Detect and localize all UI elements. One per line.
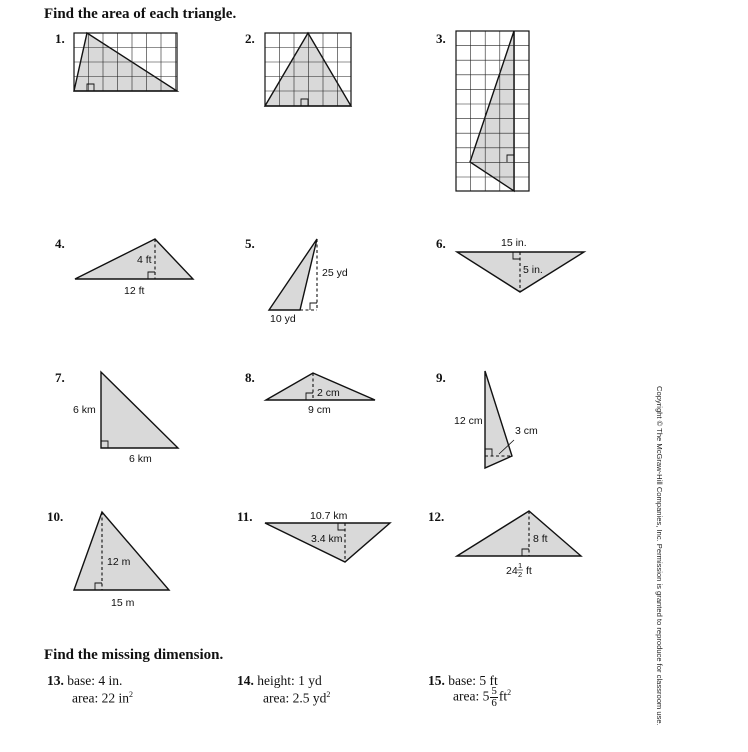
problem-12-figure [457,511,581,579]
problem-9-figure [454,371,538,468]
problem-14 [237,673,322,689]
p6-height-label: 5 in. [523,264,543,276]
problem-number-9: 9. [436,370,446,385]
problem-11-figure [265,510,390,562]
problem-14-area-text: area: 2.5 yd [263,690,327,706]
p11-height-label: 3.4 km [311,533,343,545]
problem-number-1: 1. [55,31,65,46]
p12-base-unit: ft [526,565,532,577]
problem-13-area-exp: 2 [128,690,133,699]
problem-8-figure [266,373,375,416]
problem-number-5: 5. [245,236,255,251]
problem-14-area-exp: 2 [326,690,331,699]
problem-number-6: 6. [436,236,446,251]
p5-base-label: 10 yd [270,313,296,325]
problem-15-area-unit: ft [498,688,508,704]
problem-15-area [453,686,511,709]
problem-3-figure [456,31,529,191]
problem-13-area-text: area: 22 in [72,690,129,706]
problem-13 [47,673,122,689]
problem-7-figure [73,372,178,465]
problem-5-figure [269,239,348,325]
p12-height-label: 8 ft [533,533,548,545]
copyright-notice: Copyright © The McGraw-Hill Companies, Inc. Permission is granted to reproduce for classroom use. [655,386,664,726]
problem-number-8: 8. [245,370,255,385]
problem-14-number: 14. [237,673,254,688]
p7-base-label: 6 km [129,453,152,465]
p9-base-label: 3 cm [515,425,538,437]
problem-13-number: 13. [47,673,64,688]
problem-14-line1: height: 1 yd [257,673,322,688]
problem-number-4: 4. [55,236,65,251]
p10-height-label: 12 m [107,556,131,568]
problem-number-11: 11. [237,509,253,524]
p6-base-label: 15 in. [501,237,527,249]
problem-15-area-exp: 2 [507,688,512,698]
p12-base-frac-den: 2 [518,570,523,579]
heading-find-area: Find the area of each triangle. [44,6,237,22]
p4-base-label: 12 ft [124,285,145,297]
problem-number-3: 3. [436,31,446,46]
problem-10-figure [74,512,169,609]
problem-1-figure [74,33,177,91]
problem-15-line1: base: 5 ft [448,673,498,688]
p5-height-label: 25 yd [322,267,348,279]
p8-base-label: 9 cm [308,404,331,416]
problem-number-2: 2. [245,31,255,46]
p8-height-label: 2 cm [317,387,340,399]
problem-15-area-text: area: 5 [453,688,490,704]
problem-15-frac-den: 6 [491,697,497,709]
p11-base-label: 10.7 km [310,510,348,522]
heading-missing-dimension: Find the missing dimension. [44,647,224,663]
p7-height-label: 6 km [73,404,96,416]
problem-13-area [72,690,133,707]
problem-number-10: 10. [47,509,64,524]
problem-6-figure [457,237,584,292]
problem-number-12: 12. [428,509,445,524]
problem-13-line1: base: 4 in. [67,673,123,688]
problem-2-figure [265,33,351,106]
p4-height-label: 4 ft [137,254,152,266]
problem-4-figure [75,239,193,297]
problem-15-number: 15. [428,673,445,688]
p12-base-frac-num: 1 [518,561,523,570]
problem-number-7: 7. [55,370,65,385]
p9-height-label: 12 cm [454,415,483,427]
p12-base-whole: 24 [506,565,518,577]
problem-15-frac-num: 5 [491,685,497,697]
problem-14-area [263,690,330,707]
problem-15-fraction [490,686,498,709]
p10-base-label: 15 m [111,597,135,609]
